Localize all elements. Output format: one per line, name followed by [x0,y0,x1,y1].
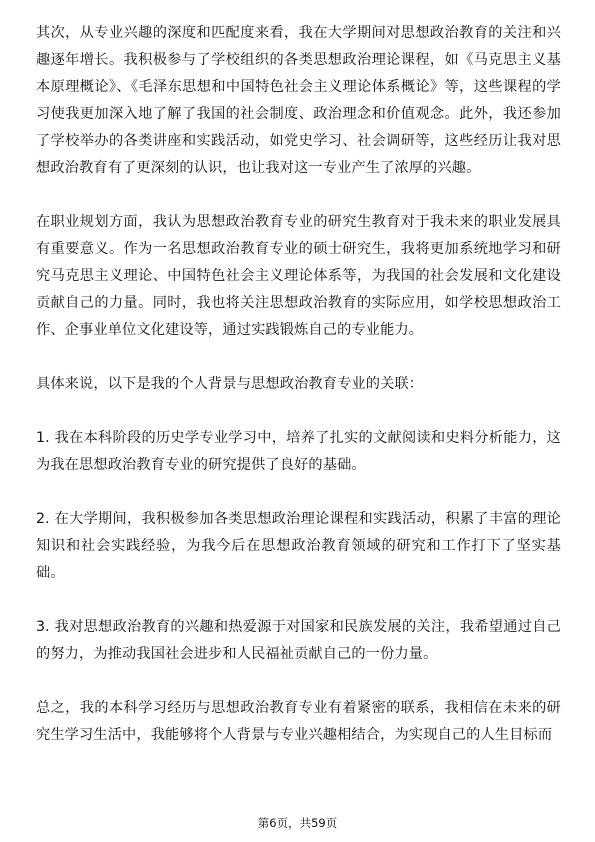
page-number-footer: 第6页，共59页 [257,816,338,830]
paragraph-career-plan: 在职业规划方面，我认为思想政治教育专业的研究生教育对于我未来的职业发展具有重要意义。作为一名思想政治教育专业的硕士研究生，我将更加系统地学习和研究马克思主义理论、中国特色社会主义理论体系等，为我国的社会发展和文化建设贡献自己的力量。同时，我也将关注思想政治教育的实际应用，如学校思想政治工作、企事业单位文化建设等，通过实践锻炼自己的专业能力。 [36,214,561,338]
paragraph-conclusion: 总之，我的本科学习经历与思想政治教育专业有着紧密的联系，我相信在未来的研究生学习生活中，我能够将个人背景与专业兴趣相结合，为实现自己的人生目标而 [36,700,561,743]
paragraph-background-intro: 具体来说，以下是我的个人背景与思想政治教育专业的关联： [36,376,424,392]
document-body [36,20,561,776]
paragraph-interest: 其次，从专业兴趣的深度和匹配度来看，我在大学期间对思想政治教育的关注和兴趣逐年增长。我积极参与了学校组织的各类思想政治理论课程，如《马克思主义基本原理概论》、《毛泽东思想和中国特色社会主义理论体系概论》等，这些课程的学习使我更加深入地了解了我国的社会制度、政治理念和价值观念。此外，我还参加了学校举办的各类讲座和实践活动，如党史学习、社会调研等，这些经历让我对思想政治教育有了更深刻的认识，也让我对这一专业产生了浓厚的兴趣。 [36,25,561,176]
list-item-point-1: 1. 我在本科阶段的历史学专业学习中，培养了扎实的文献阅读和史料分析能力，这为我在思想政治教育专业的研究提供了良好的基础。 [36,430,561,473]
list-item-point-2: 2. 在大学期间，我积极参加各类思想政治理论课程和实践活动，积累了丰富的理论知识和社会实践经验，为我今后在思想政治教育领域的研究和工作打下了坚实基础。 [36,511,561,581]
list-item-point-3: 3. 我对思想政治教育的兴趣和热爱源于对国家和民族发展的关注，我希望通过自己的努力，为推动我国社会进步和人民福祉贡献自己的一份力量。 [36,619,561,662]
